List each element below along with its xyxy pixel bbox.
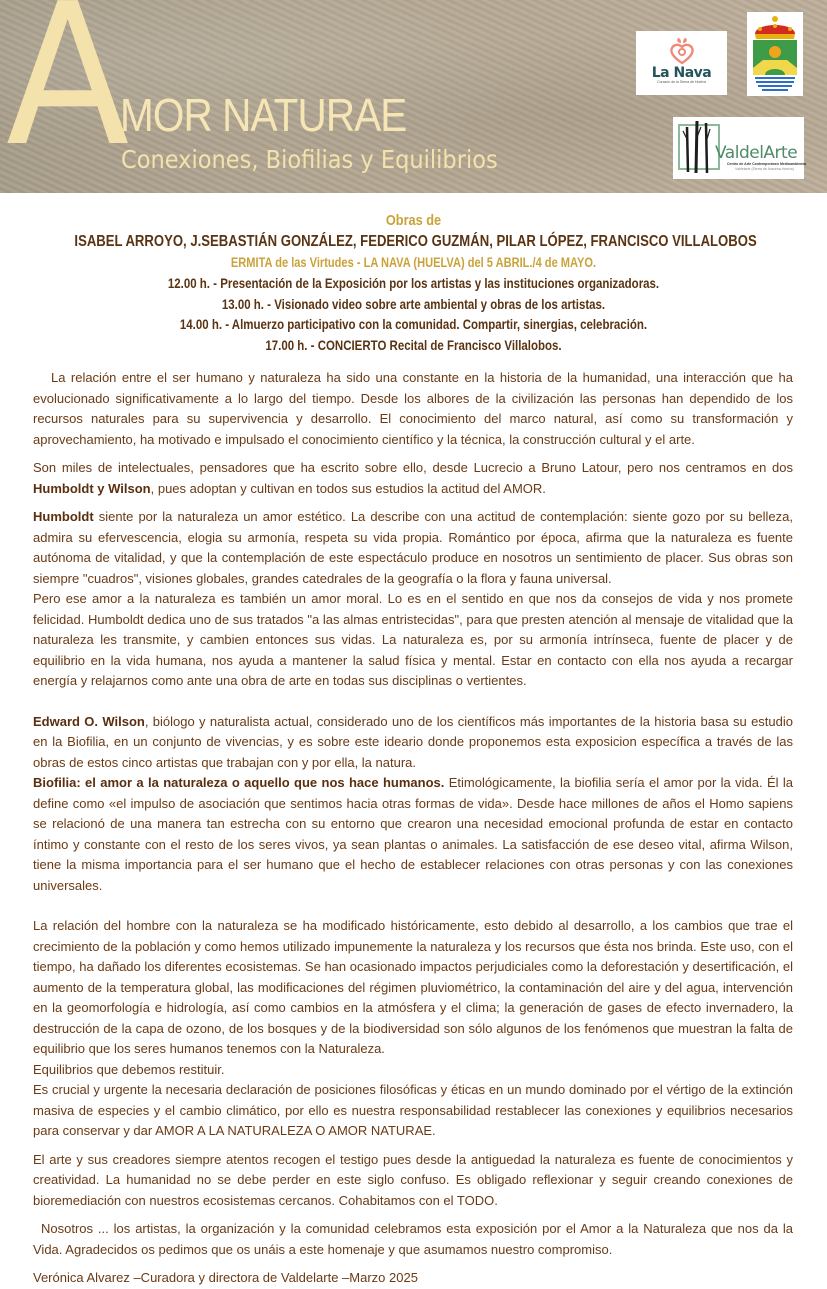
lanava-logo <box>636 31 727 95</box>
works-by-label: Obras de <box>385 212 442 229</box>
bold-biofilia: Biofilia: el amor a la naturaleza o aquello que nos hace humanos. <box>33 775 445 790</box>
venue-dates: ERMITA de las Virtudes - LA NAVA (HUELVA) del 5 ABRIL./4 de MAYO. <box>230 255 597 270</box>
event-info <box>0 210 827 355</box>
text: Son miles de intelectuales, pensadores que ha escrito sobre ello, desde Lucrecio a Bruno Latour, pero nos centramos en dos <box>33 460 793 475</box>
schedule-item: 14.00 h. - Almuerzo participativo con la comunidad. Compartir, sinergias, celebración. <box>179 316 648 332</box>
schedule-item: 17.00 h. - CONCIERTO Recital de Francisco Villalobos. <box>265 336 562 353</box>
paragraph-wilson <box>33 712 793 774</box>
paragraph-urgent: Es crucial y urgente la necesaria declaración de posiciones filosóficas y éticas en un mundo dominado por el vértigo de la extinción masiva de especies y el cambio climático, por ello es nuestra responsabilidad restablecer las conexiones y equilibrios necesarios para conservar y dar AMOR A LA NATURALEZA O AMOR NATURAE. <box>33 1082 793 1138</box>
paragraph-intro: La relación entre el ser humano y naturaleza ha sido una constante en la historia de la humanidad, una interacción que ha evolucionado significativamente a lo largo del tiempo. Desde los albores de la civilización las personas han dependido de los recursos naturales para su supervivencia y desarrollo. El conocimiento del marco natural, así como su transformación y aprovechamiento, ha motivado e impulsado el conocimiento científico y la técnica, la construcción cultural y el arte. <box>33 370 793 447</box>
paragraph-relation: La relación del hombre con la naturaleza se ha modificado históricamente, esto debido al desarrollo, a los cambios que trae el crecimiento de la población y como hemos utilizado impunemente la naturaleza y los recursos que ésta nos brinda. Este uso, con el tiempo, ha dañado los diferentes ecosistemas. Se han ocasionado impactos perjudiciales como la deforestación y desertificación, el aumento de la temperatura global, las modificaciones del régimen pluviométrico, la contaminación del aire y del agua, intervención en la geomorfología e hidrología, así como cambios en la atmósfera y el clima; la generación de gases de efecto invernadero, la destrucción de la capa de ozono, de los bosques y de la biodiversidad son sólo algunos de los fenómenos que muestran la falta de equilibrio que los seres humanos tenemos con la Naturaleza. <box>33 918 793 1056</box>
text: Etimológicamente, la biofilia sería el amor por la vida. Él la define como «el impulso de asociación que sentimos hacia otras formas de vida». Desde hace millones de años el Homo sapiens se relacionó de una manera tan estrecha con su entorno que crearon una necesidad emocional profunda de estar en contacto íntimo y constante con el resto de los seres vivos, ya sean plantas o animales. La satisfacción de ese deseo vital, afirma Wilson, tiene la misma importancia para el ser humano que el hecho de establecer relaciones con otras personas y con las conexiones universales. <box>33 775 793 893</box>
paragraph-equilibrios: Equilibrios que debemos restituir. <box>33 1061 225 1077</box>
bold-wilson: Edward O. Wilson <box>33 713 145 729</box>
paragraph-biofilia <box>33 773 793 896</box>
text: , pues adoptan y cultivan en todos sus estudios la actitud del AMOR. <box>150 480 546 496</box>
lanava-tagline: Corazón de la Sierra de Huelva <box>657 80 706 84</box>
coat-of-arms-icon <box>747 12 803 96</box>
bold-names: Humboldt y Wilson <box>33 480 151 496</box>
coat-of-arms-logo <box>747 12 803 96</box>
peach-heart-icon <box>667 35 697 65</box>
artists-list: ISABEL ARROYO, J.SEBASTIÁN GONZÁLEZ, FEDERICO GUZMÁN, PILAR LÓPEZ, FRANCISCO VILLALOBOS <box>74 233 757 250</box>
schedule-item: 12.00 h. - Presentación de la Exposición por los artistas y las instituciones organizadoras. <box>167 275 660 291</box>
paragraph-closing: Nosotros ... los artistas, la organización y la comunidad celebramos esta exposición por el Amor a la Naturaleza que nos da la Vida. Agradecidos os pedimos que os unáis a este homenaje y que asumamos nuestro compromiso. <box>33 1221 793 1257</box>
paragraph-art: El arte y sus creadores siempre atentos recogen el testigo pues desde la antiguedad la naturaleza es fuente de conocimientos y creatividad. La humanidad no se debe perder en este siglo confuso. Es obligado reflexionar y seguir creando conexiones de bioremediación con nuestros ecosistemas cercanos. Cohabitamos con el TODO. <box>33 1151 793 1208</box>
page-title: MOR NATURAE <box>120 89 407 141</box>
paragraph-moral-love: Pero ese amor a la naturaleza es también un amor moral. Lo es en el sentido en que nos da consejos de vida y nos promete felicidad. Humboldt dedica uno de sus tratados "a las almas entristecidas", para que presten atención al mensaje de vitalidad que la naturaleza les transmite, y cambien entonces sus vidas. La naturaleza es, por su armonía intrínseca, fuente de placer y de equilibrio en la vida humana, nos ayuda a mantener la salud física y mental. Estar en contacto con ella nos ayuda a recargar energía y relajarnos como ante una obra de arte en todas sus disciplinas o vertientes. <box>33 591 793 688</box>
valdelarte-tagline: Centro de Arte Contemporáneo Medioambiental <box>727 162 807 166</box>
valdelarte-logo <box>673 117 807 179</box>
text: siente por la naturaleza un amor estético. La describe con una actitud de contemplación: siente gozo por su belleza, admira su efervescencia, elogia su armonía, respeta su vida propia. Romántico por época, afirma que la naturaleza es fuente autónoma de vitalidad, y que la contemplación de este espectáculo produce en nosotros un sentimiento de placer. Sus obras son siempre "cuadros", visiones globales, grandes catedrales de la geografía o la flora y fauna universal. <box>33 509 793 586</box>
bold-humboldt: Humboldt <box>33 509 94 524</box>
paragraph-humboldt <box>33 507 793 589</box>
lanava-name: La Nava <box>651 65 712 81</box>
valdelarte-name: ValdelArte <box>715 143 798 163</box>
valdelarte-subtagline: Valdelarte (Sierra de Aracena-Huelva) <box>735 167 794 171</box>
signature: Verónica Alvarez –Curadora y directora de Valdelarte –Marzo 2025 <box>33 1270 418 1285</box>
header-banner <box>0 0 827 193</box>
article-body <box>33 368 793 1289</box>
text: , biólogo y naturalista actual, considerado uno de los científicos más importantes de la historia basa su estudio en la Biofilia, en un conjunto de vivencias, y es sobre este ideario donde proponemos esta exposicion específica a través de las obras de estos cinco artistas que trabajan con y por ella, la natura. <box>33 713 793 770</box>
page-subtitle: Conexiones, Biofilias y Equilibrios <box>121 145 498 174</box>
paragraph-thinkers <box>33 458 793 499</box>
title-initial: A <box>6 0 130 190</box>
schedule-item: 13.00 h. - Visionado video sobre arte ambiental y obras de los artistas. <box>221 295 606 312</box>
